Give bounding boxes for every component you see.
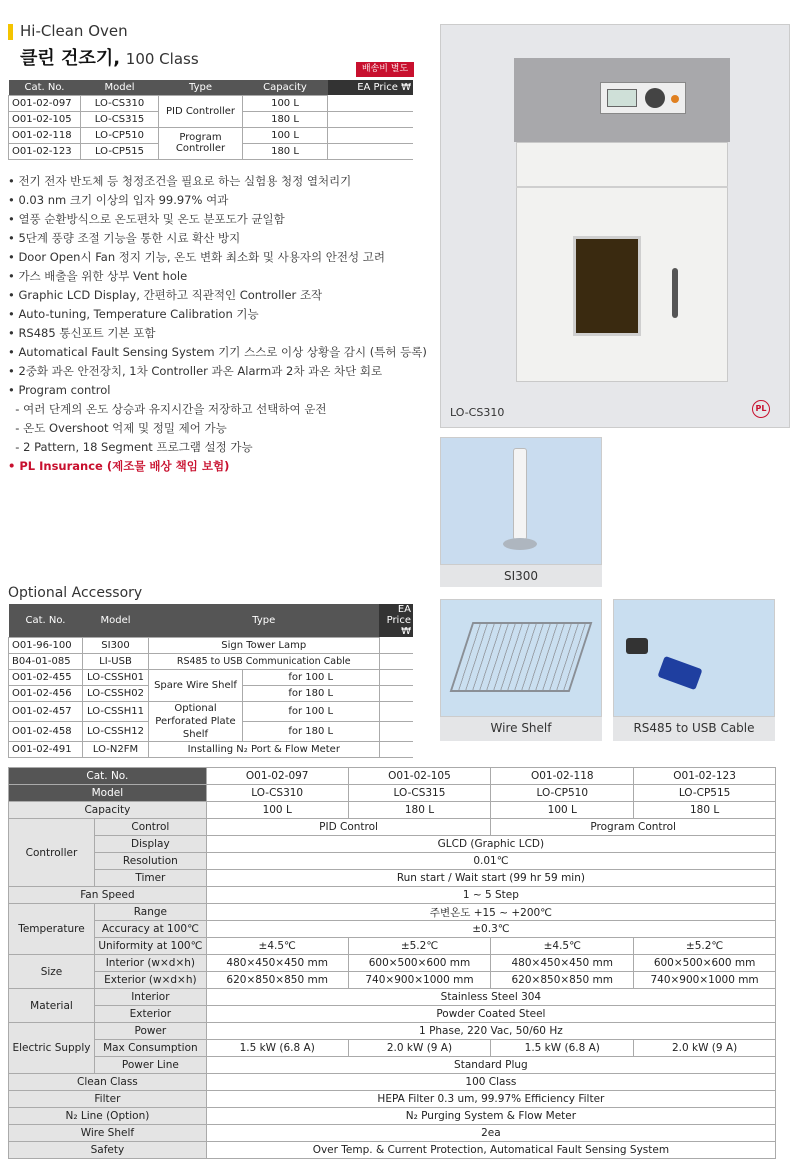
group-label: Material <box>9 989 95 1023</box>
cell-price <box>328 143 414 159</box>
cell-sub: for 180 L <box>243 721 380 741</box>
table-cell: ±5.2℃ <box>348 938 491 955</box>
oven-window <box>573 236 641 336</box>
table-row <box>9 653 414 669</box>
wire-shelf-photo <box>440 599 602 717</box>
col-cat: Cat. No. <box>9 604 83 637</box>
table-cell: 100 L <box>206 802 348 819</box>
col-model: Model <box>81 80 159 95</box>
feature-item: • 2중화 과온 안전장치, 1차 Controller 과온 Alarm과 2차 과온 차단 회로 <box>8 364 383 378</box>
title-korean <box>20 44 199 70</box>
col-type: Type <box>149 604 380 637</box>
feature-item: • 열풍 순환방식으로 온도편차 및 온도 분포도가 균일함 <box>8 212 285 226</box>
cell-type: Optional Perforated Plate Shelf <box>149 701 243 741</box>
main-photo-caption: LO-CS310 <box>450 406 505 419</box>
row-label: Max Consumption <box>94 1040 206 1057</box>
table-cell: 620×850×850 mm <box>206 972 348 989</box>
table-cell: 1.5 kW (6.8 A) <box>206 1040 348 1057</box>
row-label: Control <box>94 819 206 836</box>
table-cell: LO-CS315 <box>348 785 491 802</box>
cell-type: Sign Tower Lamp <box>149 637 380 653</box>
cell-price <box>379 637 413 653</box>
table-cell: O01-02-118 <box>491 768 634 785</box>
table-cell: 600×500×600 mm <box>348 955 491 972</box>
row-label: Display <box>94 836 206 853</box>
table-cell: 2.0 kW (9 A) <box>634 1040 776 1057</box>
table-cell: ±5.2℃ <box>634 938 776 955</box>
row-label: Clean Class <box>9 1074 207 1091</box>
cell-price <box>379 685 413 701</box>
table-cell: Program Control <box>491 819 776 836</box>
table-row <box>9 972 776 989</box>
cell-cat: O01-02-458 <box>9 721 83 741</box>
cell-cat: O01-02-457 <box>9 701 83 721</box>
table-cell: 1 ~ 5 Step <box>206 887 775 904</box>
cell-model: LO-CS315 <box>81 111 159 127</box>
cell-capacity: 180 L <box>243 111 328 127</box>
feature-item: • Automatical Fault Sensing System 기기 스스로 이상 상황을 감시 (특허 등록) <box>8 345 427 359</box>
row-label: Resolution <box>94 853 206 870</box>
cell-cat: O01-02-491 <box>9 741 83 757</box>
table-row <box>9 669 414 685</box>
row-label: Interior <box>94 989 206 1006</box>
table-cell: 180 L <box>634 802 776 819</box>
table-cell: 0.01℃ <box>206 853 775 870</box>
si300-photo <box>440 437 602 565</box>
table-row <box>9 637 414 653</box>
models-table <box>8 80 413 160</box>
table-cell: 1.5 kW (6.8 A) <box>491 1040 634 1057</box>
table-cell: N₂ Purging System & Flow Meter <box>206 1108 775 1125</box>
cell-price <box>379 669 413 685</box>
col-price: EA Price ₩ <box>328 80 414 95</box>
row-label: N₂ Line (Option) <box>9 1108 207 1125</box>
feature-item: • Auto-tuning, Temperature Calibration 기능 <box>8 307 259 321</box>
cell-price <box>328 111 414 127</box>
col-price: EA Price ₩ <box>379 604 413 637</box>
table-row <box>9 1142 776 1159</box>
row-label: Range <box>94 904 206 921</box>
feature-item: - 온도 Overshoot 억제 및 정밀 제어 가능 <box>8 421 227 435</box>
cell-cat: O01-02-456 <box>9 685 83 701</box>
cell-model: LO-CSSH01 <box>83 669 149 685</box>
cell-model: LO-CP510 <box>81 127 159 143</box>
table-cell: GLCD (Graphic LCD) <box>206 836 775 853</box>
table-row <box>9 853 776 870</box>
door-handle <box>672 268 678 318</box>
cell-capacity: 100 L <box>243 127 328 143</box>
wire-shelf-caption: Wire Shelf <box>440 717 602 741</box>
table-row <box>9 701 414 721</box>
table-cell: O01-02-097 <box>206 768 348 785</box>
cell-model: SI300 <box>83 637 149 653</box>
table-cell: 740×900×1000 mm <box>348 972 491 989</box>
row-label: Power Line <box>94 1057 206 1074</box>
table-cell: Standard Plug <box>206 1057 775 1074</box>
cell-model: LO-N2FM <box>83 741 149 757</box>
cell-capacity: 100 L <box>243 95 328 111</box>
table-row <box>9 1006 776 1023</box>
cell-model: LI-USB <box>83 653 149 669</box>
table-cell: 600×500×600 mm <box>634 955 776 972</box>
feature-item: • 전기 전자 반도체 등 청정조건을 필요로 하는 실험용 청정 열처리기 <box>8 174 352 188</box>
cell-type: Spare Wire Shelf <box>149 669 243 701</box>
row-label: Power <box>94 1023 206 1040</box>
cell-cat: B04-01-085 <box>9 653 83 669</box>
cell-price <box>379 653 413 669</box>
feature-item: • 가스 배출을 위한 상부 Vent hole <box>8 269 188 283</box>
table-cell: 100 Class <box>206 1074 775 1091</box>
cell-model: LO-CSSH02 <box>83 685 149 701</box>
table-cell: 2.0 kW (9 A) <box>348 1040 491 1057</box>
rs485-caption: RS485 to USB Cable <box>613 717 775 741</box>
cell-cat: O01-02-097 <box>9 95 81 111</box>
accessory-title: Optional Accessory <box>8 585 143 601</box>
table-cell: O01-02-105 <box>348 768 491 785</box>
table-row <box>9 870 776 887</box>
row-label: Exterior <box>94 1006 206 1023</box>
accessory-table <box>8 604 413 758</box>
row-label: Interior (w×d×h) <box>94 955 206 972</box>
table-row <box>9 127 414 143</box>
table-cell: LO-CS310 <box>206 785 348 802</box>
cell-cat: O01-96-100 <box>9 637 83 653</box>
cell-price <box>379 741 413 757</box>
table-cell: ±4.5℃ <box>206 938 348 955</box>
table-row <box>9 836 776 853</box>
table-cell: ±0.3℃ <box>206 921 775 938</box>
cell-model: LO-CP515 <box>81 143 159 159</box>
col-model: Model <box>83 604 149 637</box>
cell-type: PID Controller <box>159 95 243 127</box>
cell-price <box>328 95 414 111</box>
table-cell: HEPA Filter 0.3 um, 99.97% Efficiency Filter <box>206 1091 775 1108</box>
cell-price <box>328 127 414 143</box>
table-row <box>9 904 776 921</box>
table-cell: 620×850×850 mm <box>491 972 634 989</box>
feature-item: - 2 Pattern, 18 Segment 프로그램 설정 가능 <box>8 440 253 454</box>
control-panel <box>600 82 686 114</box>
row-label: Model <box>9 785 207 802</box>
table-row <box>9 887 776 904</box>
cell-sub: for 100 L <box>243 701 380 721</box>
row-label: Capacity <box>9 802 207 819</box>
pl-insurance: • PL Insurance (제조물 배상 책임 보험) <box>8 459 230 473</box>
table-cell: LO-CP515 <box>634 785 776 802</box>
table-row <box>9 955 776 972</box>
cell-cat: O01-02-118 <box>9 127 81 143</box>
table-cell: Over Temp. & Current Protection, Automatical Fault Sensing System <box>206 1142 775 1159</box>
cell-price <box>379 721 413 741</box>
table-cell: 주변온도 +15 ~ +200℃ <box>206 904 775 921</box>
table-cell: 100 L <box>491 802 634 819</box>
pl-mark-icon: PL <box>752 400 770 418</box>
cell-price <box>379 701 413 721</box>
feature-item: • 5단계 풍량 조절 기능을 통한 시료 확산 방지 <box>8 231 241 245</box>
row-label: Cat. No. <box>9 768 207 785</box>
table-row <box>9 785 776 802</box>
table-row <box>9 95 414 111</box>
feature-item: • Graphic LCD Display, 간편하고 직관적인 Controller 조작 <box>8 288 323 302</box>
group-label: Electric Supply <box>9 1023 95 1074</box>
table-cell: 480×450×450 mm <box>491 955 634 972</box>
table-row <box>9 1091 776 1108</box>
group-label: Temperature <box>9 904 95 955</box>
cell-type: RS485 to USB Communication Cable <box>149 653 380 669</box>
row-label: Fan Speed <box>9 887 207 904</box>
table-cell: 1 Phase, 220 Vac, 50/60 Hz <box>206 1023 775 1040</box>
title-english: Hi-Clean Oven <box>20 22 128 40</box>
col-capacity: Capacity <box>243 80 328 95</box>
cell-type: Program Controller <box>159 127 243 159</box>
cell-model: LO-CSSH11 <box>83 701 149 721</box>
col-type: Type <box>159 80 243 95</box>
table-row <box>9 921 776 938</box>
cell-sub: for 100 L <box>243 669 380 685</box>
row-label: Filter <box>9 1091 207 1108</box>
cell-cat: O01-02-455 <box>9 669 83 685</box>
title-accent-bar <box>8 24 13 40</box>
feature-item: • RS485 통신포트 기본 포함 <box>8 326 156 340</box>
rs485-photo <box>613 599 775 717</box>
title-class: 100 Class <box>125 50 199 68</box>
table-row <box>9 938 776 955</box>
feature-item: • 0.03 nm 크기 이상의 입자 99.97% 여과 <box>8 193 229 207</box>
feature-item: - 여러 단계의 온도 상승과 유지시간을 저장하고 선택하여 운전 <box>8 402 327 416</box>
spec-table <box>8 767 776 1159</box>
table-cell: 740×900×1000 mm <box>634 972 776 989</box>
table-row <box>9 802 776 819</box>
table-row <box>9 819 776 836</box>
table-cell: Run start / Wait start (99 hr 59 min) <box>206 870 775 887</box>
table-cell: 180 L <box>348 802 491 819</box>
group-label: Size <box>9 955 95 989</box>
table-cell: Stainless Steel 304 <box>206 989 775 1006</box>
col-cat: Cat. No. <box>9 80 81 95</box>
cell-cat: O01-02-105 <box>9 111 81 127</box>
group-label: Controller <box>9 819 95 887</box>
table-cell: LO-CP510 <box>491 785 634 802</box>
table-row <box>9 1125 776 1142</box>
title-korean-text: 클린 건조기, <box>20 48 121 69</box>
row-label: Wire Shelf <box>9 1125 207 1142</box>
cell-capacity: 180 L <box>243 143 328 159</box>
shipping-badge: 배송비 별도 <box>356 62 414 77</box>
table-row <box>9 768 776 785</box>
table-row <box>9 1108 776 1125</box>
table-row <box>9 989 776 1006</box>
table-cell: Powder Coated Steel <box>206 1006 775 1023</box>
row-label: Timer <box>94 870 206 887</box>
table-cell: 480×450×450 mm <box>206 955 348 972</box>
table-row <box>9 1023 776 1040</box>
cell-model: LO-CS310 <box>81 95 159 111</box>
table-row <box>9 1074 776 1091</box>
table-row <box>9 741 414 757</box>
table-row <box>9 1040 776 1057</box>
row-label: Uniformity at 100℃ <box>94 938 206 955</box>
row-label: Safety <box>9 1142 207 1159</box>
cell-model: LO-CSSH12 <box>83 721 149 741</box>
feature-item: • Door Open시 Fan 정지 기능, 온도 변화 최소화 및 사용자의 안전성 고려 <box>8 250 385 264</box>
row-label: Accuracy at 100℃ <box>94 921 206 938</box>
si300-caption: SI300 <box>440 565 602 587</box>
feature-item: • Program control <box>8 383 111 397</box>
row-label: Exterior (w×d×h) <box>94 972 206 989</box>
oven-door-seam <box>516 186 728 188</box>
feature-list <box>8 172 433 476</box>
cell-sub: for 180 L <box>243 685 380 701</box>
table-cell: ±4.5℃ <box>491 938 634 955</box>
table-cell: O01-02-123 <box>634 768 776 785</box>
table-cell: 2ea <box>206 1125 775 1142</box>
table-row <box>9 1057 776 1074</box>
cell-type: Installing N₂ Port & Flow Meter <box>149 741 380 757</box>
table-cell: PID Control <box>206 819 491 836</box>
cell-cat: O01-02-123 <box>9 143 81 159</box>
